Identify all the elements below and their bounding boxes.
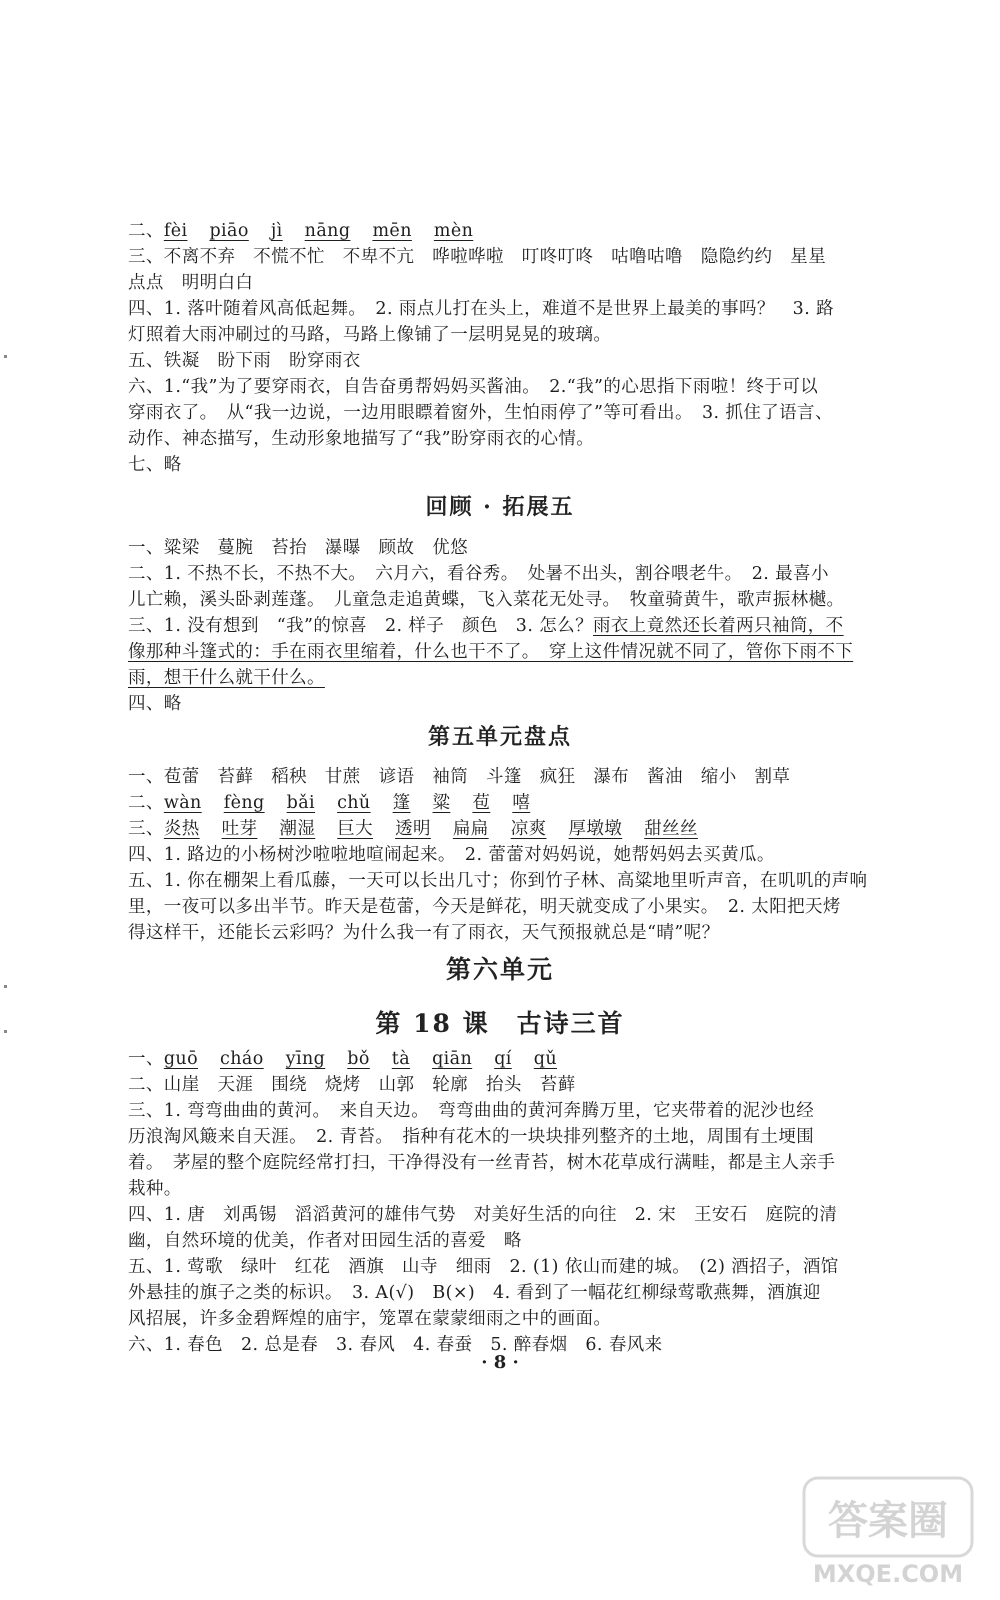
pinyin-answer: guō: [163, 1049, 199, 1069]
scan-mark: [4, 355, 7, 358]
scan-mark: [4, 985, 7, 988]
pinyin-answer: mèn: [433, 221, 474, 241]
answer-line: 栽种。: [128, 1179, 182, 1199]
answer-line: [128, 1046, 903, 1072]
answer-line: 一、粱梁 蔓腕 苔抬 瀑曝 顾故 优悠: [128, 538, 469, 558]
section-review-answers: [128, 535, 903, 717]
section-heading: 第五单元盘点: [427, 724, 572, 750]
answer-line: 像那种斗篷式的：手在雨衣里缩着，什么也干不了。 穿上这件情况就不同了，管你下雨不下: [128, 642, 854, 662]
watermark-logo: [798, 1474, 978, 1592]
underlined-answer: 篷: [392, 793, 411, 813]
pinyin-answer: bǒ: [347, 1049, 370, 1069]
answer-line: 五、铁凝 盼下雨 盼穿雨衣: [128, 351, 361, 371]
underlined-answer: 巨大: [337, 819, 374, 839]
answer-line: 一、苞蕾 苔藓 稻秧 甘蔗 谚语 袖筒 斗篷 疯狂 瀑布 酱油 缩小 割草: [128, 767, 791, 787]
answer-line: 幽，自然环境的优美，作者对田园生活的喜爱 略: [128, 1231, 522, 1251]
watermark-bottom-text: MXQE.COM: [812, 1560, 964, 1588]
answer-line: 风招展，许多金碧辉煌的庙宇，笼罩在蒙蒙细雨之中的画面。: [128, 1309, 612, 1329]
underlined-answer: fèng: [223, 793, 265, 813]
item-label: 一、: [128, 1049, 164, 1069]
underlined-answer: 扁扁: [452, 819, 489, 839]
pinyin-answer: fèi: [163, 221, 188, 241]
answer-line: 外悬挂的旗子之类的标识。 3. A(√) B(×) 4. 看到了一幅花红柳绿莺歌燕舞，酒旗迎: [128, 1283, 821, 1303]
section-lesson-answers: [128, 218, 903, 478]
pinyin-answer: qǔ: [533, 1049, 558, 1069]
underlined-answer: chǔ: [337, 793, 371, 813]
pinyin-answer: cháo: [220, 1049, 264, 1069]
answer-line: 三、1. 弯弯曲曲的黄河。 来自天边。 弯弯曲曲的黄河奔腾万里，它夹带着的泥沙也经: [128, 1101, 815, 1121]
underlined-answer: 炎热: [163, 819, 200, 839]
underlined-answer: 苞: [472, 793, 491, 813]
answer-line: [128, 816, 903, 842]
answer-line: 动作、神态描写，生动形象地描写了“我”盼穿雨衣的心情。: [128, 429, 595, 449]
answer-line: 二、山崖 天涯 围绕 烧烤 山郭 轮廓 抬头 苔藓: [128, 1075, 576, 1095]
pinyin-answer: tà: [391, 1049, 411, 1069]
answer-line: 四、1. 落叶随着风高低起舞。 2. 雨点儿打在头上，难道不是世界上最美的事吗？ 3. 路: [128, 299, 835, 319]
answer-line: [128, 790, 903, 816]
section-heading: 回顾 · 拓展五: [425, 494, 575, 520]
underlined-answer: 透明: [395, 819, 431, 839]
item-label: 二、: [128, 793, 164, 813]
answer-line: 点点 明明白白: [128, 273, 254, 293]
page-number: · 8 ·: [481, 1352, 519, 1373]
answer-line: 穿雨衣了。 从“我一边说，一边用眼瞟着窗外，生怕雨停了”等可看出。 3. 抓住了语言、: [128, 403, 833, 423]
answer-text: 三、1. 没有想到 “我”的惊喜 2. 样子 颜色 3. 怎么？: [128, 616, 593, 636]
underlined-answer: 潮湿: [279, 819, 316, 839]
answer-line: 三、不离不弃 不慌不忙 不卑不亢 哗啦哗啦 叮咚叮咚 咕噜咕噜 隐隐约约 星星: [128, 247, 827, 267]
underlined-answer: 雨衣上竟然还长着两只袖筒，不: [592, 616, 844, 636]
answer-line: 里，一夜可以多出半节。昨天是苞蕾，今天是鲜花，明天就变成了小果实。 2. 太阳把天烤: [128, 897, 841, 917]
answer-line: [128, 665, 903, 691]
underlined-answer: 雨，想干什么就干什么。: [128, 668, 325, 688]
underlined-answer: 厚墩墩: [568, 819, 623, 839]
answer-line: 五、1. 你在棚架上看瓜藤，一天可以长出几寸；你到竹子林、高粱地里听声音，在叽叽的声响: [128, 871, 868, 891]
answer-line: 得这样干，还能长云彩吗？为什么我一有了雨衣，天气预报就总是“晴”呢？: [128, 923, 720, 943]
underlined-answer: 甜丝丝: [644, 819, 698, 839]
item-label: 三、: [128, 819, 164, 839]
answer-line: 七、略: [128, 455, 182, 475]
answer-line: 着。 茅屋的整个庭院经常打扫，干净得没有一丝青苔，树木花草成行满畦，都是主人亲手: [128, 1153, 836, 1173]
underlined-answer: bǎi: [286, 793, 316, 813]
section-unit-review-answers: [128, 764, 903, 946]
answer-line: 五、1. 莺歌 绿叶 红花 酒旗 山寺 细雨 2. (1) 依山而建的城。 (2) 酒招子，酒馆: [128, 1257, 839, 1277]
watermark-top-text: 答案圈: [828, 1498, 948, 1544]
underlined-answer: 粱: [432, 793, 451, 813]
answer-line: 灯照着大雨冲刷过的马路，马路上像铺了一层明晃晃的玻璃。: [128, 325, 612, 345]
pinyin-answer: qiān: [432, 1049, 473, 1069]
pinyin-answer: qí: [494, 1049, 512, 1069]
underlined-answer: 吐芽: [221, 819, 258, 839]
answer-line: 二、1. 不热不长，不热不大。 六月六，看谷秀。 处暑不出头，割谷喂老牛。 2. 最喜小: [128, 564, 829, 584]
pinyin-answer: piāo: [209, 221, 249, 241]
pinyin-answer: yīng: [285, 1049, 326, 1069]
unit-heading: 第六单元: [445, 955, 554, 984]
item-label: 二、: [128, 221, 164, 241]
lesson-heading: 第 18 课 古诗三首: [375, 1009, 625, 1038]
answer-line: 四、1. 路边的小杨树沙啦啦地喧闹起来。 2. 蕾蕾对妈妈说，她帮妈妈去买黄瓜。: [128, 845, 775, 865]
pinyin-answer: nāng: [304, 221, 351, 241]
pinyin-answer: mēn: [372, 221, 412, 241]
underlined-answer: 凉爽: [510, 819, 547, 839]
answer-line: [128, 218, 903, 244]
section-lesson18-answers: [128, 1046, 903, 1358]
answer-line: [128, 613, 903, 639]
pinyin-answer: jì: [270, 221, 283, 241]
answer-line: 历浪淘风簸来自天涯。 2. 青苔。 指种有花木的一块块排列整齐的土地，周围有土埂围: [128, 1127, 815, 1147]
scan-mark: [4, 1030, 7, 1033]
answer-line: 四、略: [128, 694, 182, 714]
underlined-answer: wàn: [163, 793, 202, 813]
answer-line: 四、1. 唐 刘禹锡 滔滔黄河的雄伟气势 对美好生活的向往 2. 宋 王安石 庭院的清: [128, 1205, 838, 1225]
answer-line: 儿亡赖，溪头卧剥莲蓬。 儿童急走追黄蝶，飞入菜花无处寻。 牧童骑黄牛，歌声振林樾。: [128, 590, 845, 610]
answer-line: 六、1.“我”为了要穿雨衣，自告奋勇帮妈妈买酱油。 2.“我”的心思指下雨啦！终于可以: [128, 377, 819, 397]
underlined-answer: 嘻: [512, 793, 531, 813]
answer-line: 六、1. 春色 2. 总是春 3. 春风 4. 春蚕 5. 醉春烟 6. 春风来: [128, 1335, 663, 1355]
